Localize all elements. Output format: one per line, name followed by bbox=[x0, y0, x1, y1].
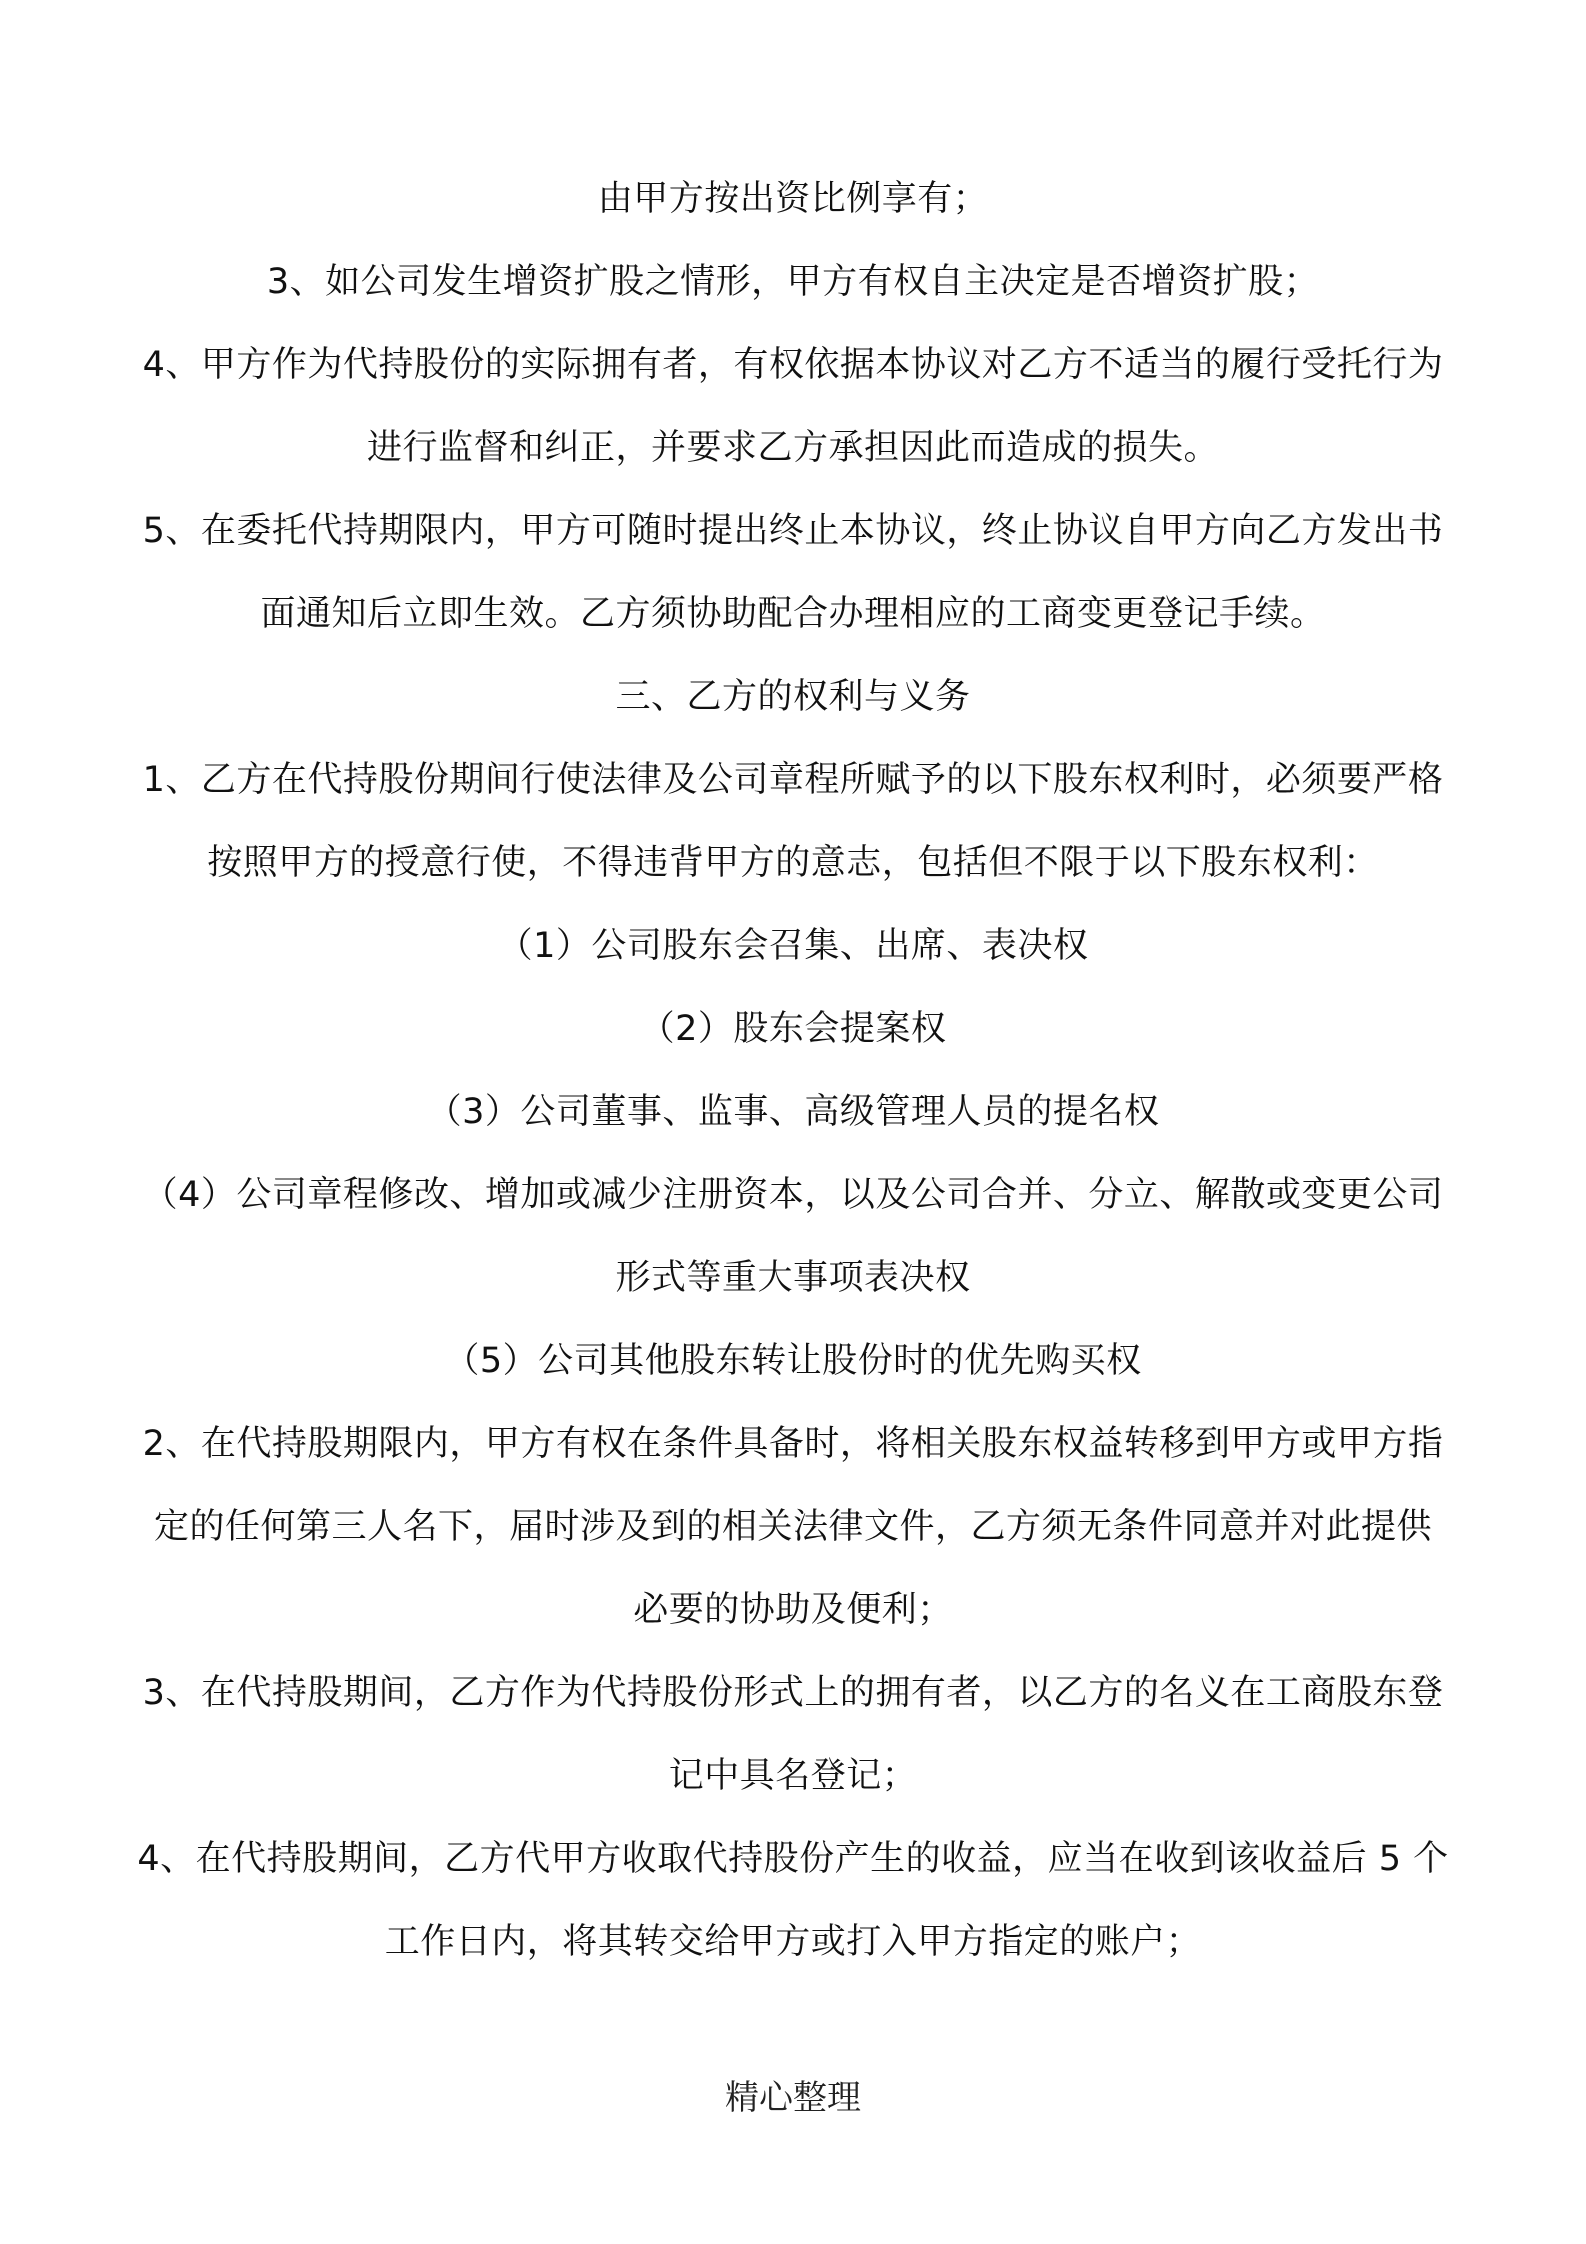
text-line: 进行监督和纠正，并要求乙方承担因此而造成的损失。 bbox=[366, 428, 1219, 468]
text-line: 记中具名登记； bbox=[668, 1756, 918, 1796]
text-line: 3、在代持股期间，乙方作为代持股份形式上的拥有者，以乙方的名义在工商股东登 bbox=[142, 1673, 1444, 1713]
text-line: 由甲方按出资比例享有； bbox=[597, 179, 989, 219]
page-footer: 精心整理 bbox=[725, 2078, 861, 2118]
text-line: （3）公司董事、监事、高级管理人员的提名权 bbox=[426, 1092, 1160, 1132]
text-line: 5、在委托代持期限内，甲方可随时提出终止本协议，终止协议自甲方向乙方发出书 bbox=[142, 511, 1444, 551]
text-line: 工作日内，将其转交给甲方或打入甲方指定的账户； bbox=[384, 1922, 1202, 1962]
text-line: 4、在代持股期间，乙方代甲方收取代持股份产生的收益，应当在收到该收益后 5 个 bbox=[137, 1839, 1449, 1879]
text-line: 面通知后立即生效。乙方须协助配合办理相应的工商变更登记手续。 bbox=[260, 594, 1326, 634]
text-line: 按照甲方的授意行使，不得违背甲方的意志，包括但不限于以下股东权利： bbox=[207, 843, 1379, 883]
text-line: 4、甲方作为代持股份的实际拥有者，有权依据本协议对乙方不适当的履行受托行为 bbox=[142, 345, 1444, 385]
text-line: （1）公司股东会召集、出席、表决权 bbox=[497, 926, 1089, 966]
text-line: 2、在代持股期限内，甲方有权在条件具备时，将相关股东权益转移到甲方或甲方指 bbox=[142, 1424, 1444, 1464]
text-line: 形式等重大事项表决权 bbox=[615, 1258, 971, 1298]
text-line: 1、乙方在代持股份期间行使法律及公司章程所赋予的以下股东权利时，必须要严格 bbox=[142, 760, 1444, 800]
text-line: 3、如公司发生增资扩股之情形，甲方有权自主决定是否增资扩股； bbox=[266, 262, 1320, 302]
text-line: （5）公司其他股东转让股份时的优先购买权 bbox=[444, 1341, 1142, 1381]
text-line: 定的任何第三人名下，届时涉及到的相关法律文件，乙方须无条件同意并对此提供 bbox=[153, 1507, 1432, 1547]
section-heading: 三、乙方的权利与义务 bbox=[615, 677, 971, 717]
text-line: 必要的协助及便利； bbox=[633, 1590, 953, 1630]
text-line: （4）公司章程修改、增加或减少注册资本，以及公司合并、分立、解散或变更公司 bbox=[142, 1175, 1444, 1215]
text-line: （2）股东会提案权 bbox=[639, 1009, 947, 1049]
